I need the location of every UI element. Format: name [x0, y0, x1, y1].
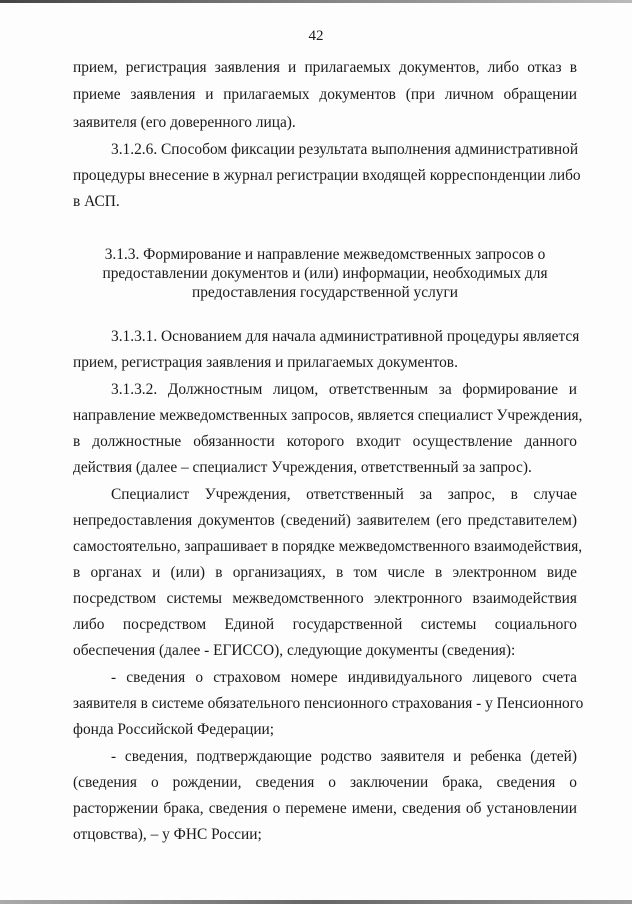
- text-line: заявителя в системе обязательного пенсионного страхования - у Пенсионного: [73, 695, 584, 712]
- section-heading: предоставлении документов и (или) информации, необходимых для: [102, 265, 548, 282]
- text-line: либо посредством Единой государственной системы социального: [73, 616, 577, 633]
- list-item: - сведения о страховом номере индивидуального лицевого счета: [111, 669, 577, 686]
- page-number: 42: [308, 28, 324, 44]
- text-line: прием, регистрация заявления и прилагаемых документов.: [73, 354, 458, 371]
- list-item: - сведения, подтверждающие родство заявителя и ребенка (детей): [111, 748, 577, 765]
- section-heading: 3.1.3. Формирование и направление межведомственных запросов о: [104, 246, 546, 263]
- text-line: фонда Российской Федерации;: [73, 721, 275, 738]
- text-line: отцовства), – у ФНС России;: [73, 826, 262, 843]
- text-line: направление межведомственных запросов, является специалист Учреждения,: [73, 407, 583, 424]
- text-line: обеспечения (далее - ЕГИССО), следующие документы (сведения):: [73, 642, 516, 659]
- text-line: непредоставления документов (сведений) заявителем (его представителем): [73, 512, 577, 529]
- scan-edge-bottom: [0, 900, 632, 904]
- text-line: приеме заявления и прилагаемых документов (при личном обращении: [73, 86, 577, 103]
- section-heading: предоставления государственной услуги: [191, 284, 458, 301]
- text-line: в органах и (или) в организациях, в том числе в электронном виде: [73, 564, 577, 581]
- paragraph-specialist: Специалист Учреждения, ответственный за запрос, в случае: [111, 486, 577, 503]
- text-line: в АСП.: [73, 193, 120, 210]
- paragraph-3-1-2-6: 3.1.2.6. Способом фиксации результата выполнения административной: [111, 141, 579, 158]
- text-line: самостоятельно, запрашивает в порядке межведомственного взаимодействия,: [73, 538, 583, 555]
- scan-edge-top: [0, 0, 632, 3]
- text-line: в должностные обязанности которого входит осуществление данного: [73, 433, 577, 450]
- paragraph-3-1-3-2: 3.1.3.2. Должностным лицом, ответственным за формирование и: [111, 381, 577, 398]
- text-line: прием, регистрация заявления и прилагаемых документов, либо отказ в: [73, 59, 577, 76]
- paragraph-3-1-3-1: 3.1.3.1. Основанием для начала административной процедуры является: [111, 328, 580, 345]
- text-line: заявителя (его доверенного лица).: [73, 114, 296, 131]
- text-line: посредством системы межведомственного электронного взаимодействия: [73, 590, 577, 607]
- text-line: расторжении брака, сведения о перемене имени, сведения об установлении: [73, 800, 577, 817]
- text-line: (сведения о рождении, сведения о заключении брака, сведения о: [73, 774, 577, 791]
- text-line: процедуры внесение в журнал регистрации входящей корреспонденции либо: [73, 167, 581, 184]
- text-line: действия (далее – специалист Учреждения, ответственный за запрос).: [73, 459, 532, 476]
